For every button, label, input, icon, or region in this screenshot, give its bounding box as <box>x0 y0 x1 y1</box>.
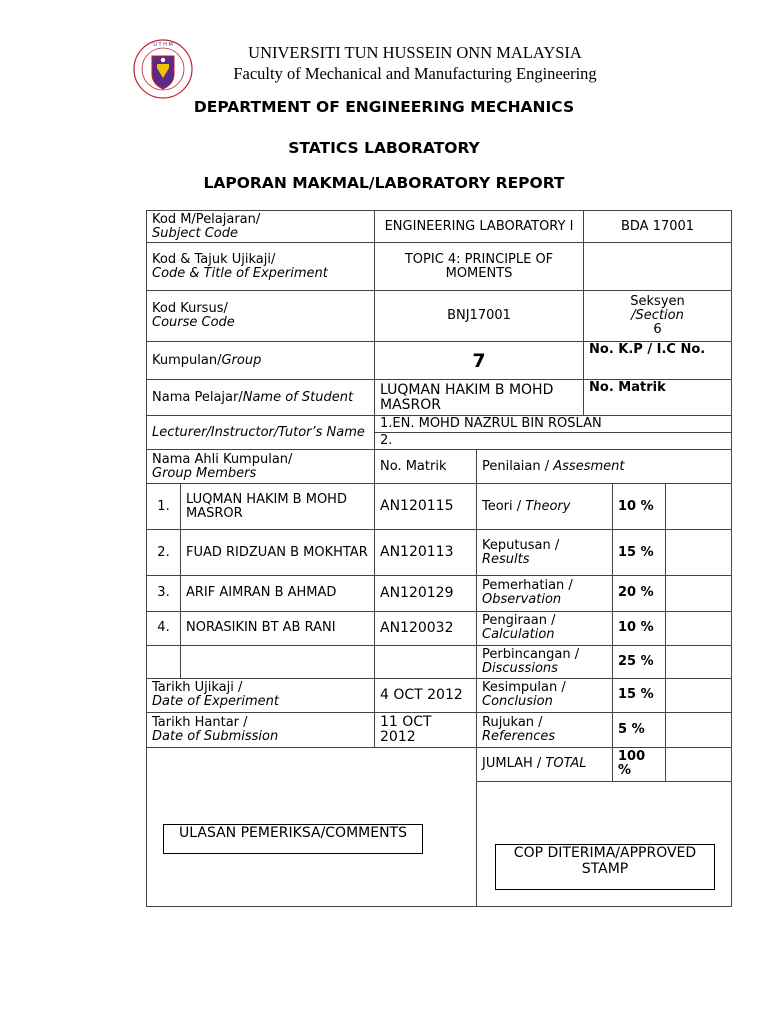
assessment-item: Rujukan / References <box>477 713 613 747</box>
assessment-item: Teori / Theory <box>477 483 613 530</box>
assessment-blank <box>666 483 732 530</box>
section-value: 6 <box>653 321 662 337</box>
lab-title: STATICS LABORATORY <box>288 139 480 157</box>
row-date-submission <box>147 713 732 747</box>
student-name-label: Nama Pelajar/Name of Student <box>147 380 375 416</box>
assessment-blank <box>666 747 732 781</box>
experiment-title-label: Kod & Tajuk Ujikaji/ Code & Title of Experiment <box>147 243 375 291</box>
group-label: Kumpulan/Group <box>147 341 375 380</box>
member-number: 4. <box>147 611 181 645</box>
svg-text:U T H M: U T H M <box>153 42 173 48</box>
row-lecturer <box>147 415 732 432</box>
student-name-value: LUQMAN HAKIM B MOHD MASROR <box>375 380 584 416</box>
course-code-label: Kod Kursus/ Course Code <box>147 291 375 342</box>
member-name <box>181 646 375 678</box>
comments-stamp-box: ULASAN PEMERIKSA/COMMENTS <box>163 824 423 854</box>
university-name: UNIVERSITI TUN HUSSEIN ONN MALAYSIA <box>248 43 582 62</box>
lecturer-2-value: 2. <box>375 433 732 450</box>
assessment-blank <box>666 646 732 678</box>
assessment-item: Perbincangan / Discussions <box>477 646 613 678</box>
course-code-value: BNJ17001 <box>375 291 584 342</box>
lecturer-1-value: 1.EN. MOHD NAZRUL BIN ROSLAN <box>375 415 732 432</box>
department-title: DEPARTMENT OF ENGINEERING MECHANICS <box>193 98 575 116</box>
member-name: ARIF AIMRAN B AHMAD <box>181 576 375 612</box>
row-members-header <box>147 450 732 483</box>
assessment-percent: 10 % <box>613 611 666 645</box>
date-experiment-value: 4 OCT 2012 <box>375 678 477 712</box>
experiment-title-blank <box>584 243 732 291</box>
member-number: 3. <box>147 576 181 612</box>
row-total <box>147 747 732 781</box>
subject-name-value: ENGINEERING LABORATORY I <box>375 211 584 243</box>
date-experiment-label: Tarikh Ujikaji / Date of Experiment <box>147 678 375 712</box>
assessment-percent: 20 % <box>613 576 666 612</box>
assessment-blank <box>666 611 732 645</box>
member-matric: AN120113 <box>375 530 477 576</box>
member-matric: AN120115 <box>375 483 477 530</box>
group-value: 7 <box>375 341 584 380</box>
member-row <box>147 611 732 645</box>
member-matric: AN120129 <box>375 576 477 612</box>
assessment-percent: 10 % <box>613 483 666 530</box>
assessment-percent: 15 % <box>613 678 666 712</box>
lecturer-label: Lecturer/Instructor/Tutor’s Name <box>147 415 375 449</box>
member-name: LUQMAN HAKIM B MOHD MASROR <box>181 483 375 530</box>
experiment-title-value: TOPIC 4: PRINCIPLE OF MOMENTS <box>375 243 584 291</box>
member-row <box>147 576 732 612</box>
assessment-item: Keputusan / Results <box>477 530 613 576</box>
university-heading <box>200 42 630 84</box>
member-matric: AN120032 <box>375 611 477 645</box>
section-cell: Seksyen /Section 6 <box>584 291 732 342</box>
date-submission-label: Tarikh Hantar / Date of Submission <box>147 713 375 747</box>
row-course-code <box>147 291 732 342</box>
member-matric <box>375 646 477 678</box>
subject-code-label: Kod M/Pelajaran/ Subject Code <box>147 211 375 243</box>
assessment-blank <box>666 713 732 747</box>
assessment-blank <box>666 530 732 576</box>
assessment-percent: 25 % <box>613 646 666 678</box>
approval-area <box>477 782 732 907</box>
assessment-blank <box>666 678 732 712</box>
member-number: 1. <box>147 483 181 530</box>
member-name: NORASIKIN BT AB RANI <box>181 611 375 645</box>
report-title: LAPORAN MAKMAL/LABORATORY REPORT <box>203 174 565 192</box>
member-number <box>147 646 181 678</box>
matric-number-label: No. Matrik <box>584 380 732 416</box>
assessment-total-percent: 100 % <box>613 747 666 781</box>
row-subject-code <box>147 211 732 243</box>
row-student-name <box>147 380 732 416</box>
row-experiment-title <box>147 243 732 291</box>
assessment-item: Pengiraan / Calculation <box>477 611 613 645</box>
member-row <box>147 483 732 530</box>
member-name: FUAD RIDZUAN B MOKHTAR <box>181 530 375 576</box>
assessment-blank <box>666 576 732 612</box>
approved-stamp-box: COP DITERIMA/APPROVED STAMP <box>495 844 715 890</box>
member-row <box>147 530 732 576</box>
row-group <box>147 341 732 380</box>
assessment-percent: 5 % <box>613 713 666 747</box>
date-submission-value: 11 OCT 2012 <box>375 713 477 747</box>
ic-number-label: No. K.P / I.C No. <box>584 341 732 380</box>
uthm-logo <box>132 38 194 100</box>
assessment-item: Kesimpulan / Conclusion <box>477 678 613 712</box>
assessment-percent: 15 % <box>613 530 666 576</box>
subject-code-value: BDA 17001 <box>584 211 732 243</box>
report-cover-table <box>146 210 732 907</box>
assessment-item: Pemerhatian / Observation <box>477 576 613 612</box>
members-label: Nama Ahli Kumpulan/ Group Members <box>147 450 375 483</box>
members-matric-header: No. Matrik <box>375 450 477 483</box>
member-row-empty <box>147 646 732 678</box>
faculty-name: Faculty of Mechanical and Manufacturing Engineering <box>233 64 597 83</box>
member-number: 2. <box>147 530 181 576</box>
comments-area <box>147 747 477 906</box>
assessment-total-label: JUMLAH / TOTAL <box>477 747 613 781</box>
row-date-experiment <box>147 678 732 712</box>
assessment-header: Penilaian / Assesment <box>477 450 732 483</box>
